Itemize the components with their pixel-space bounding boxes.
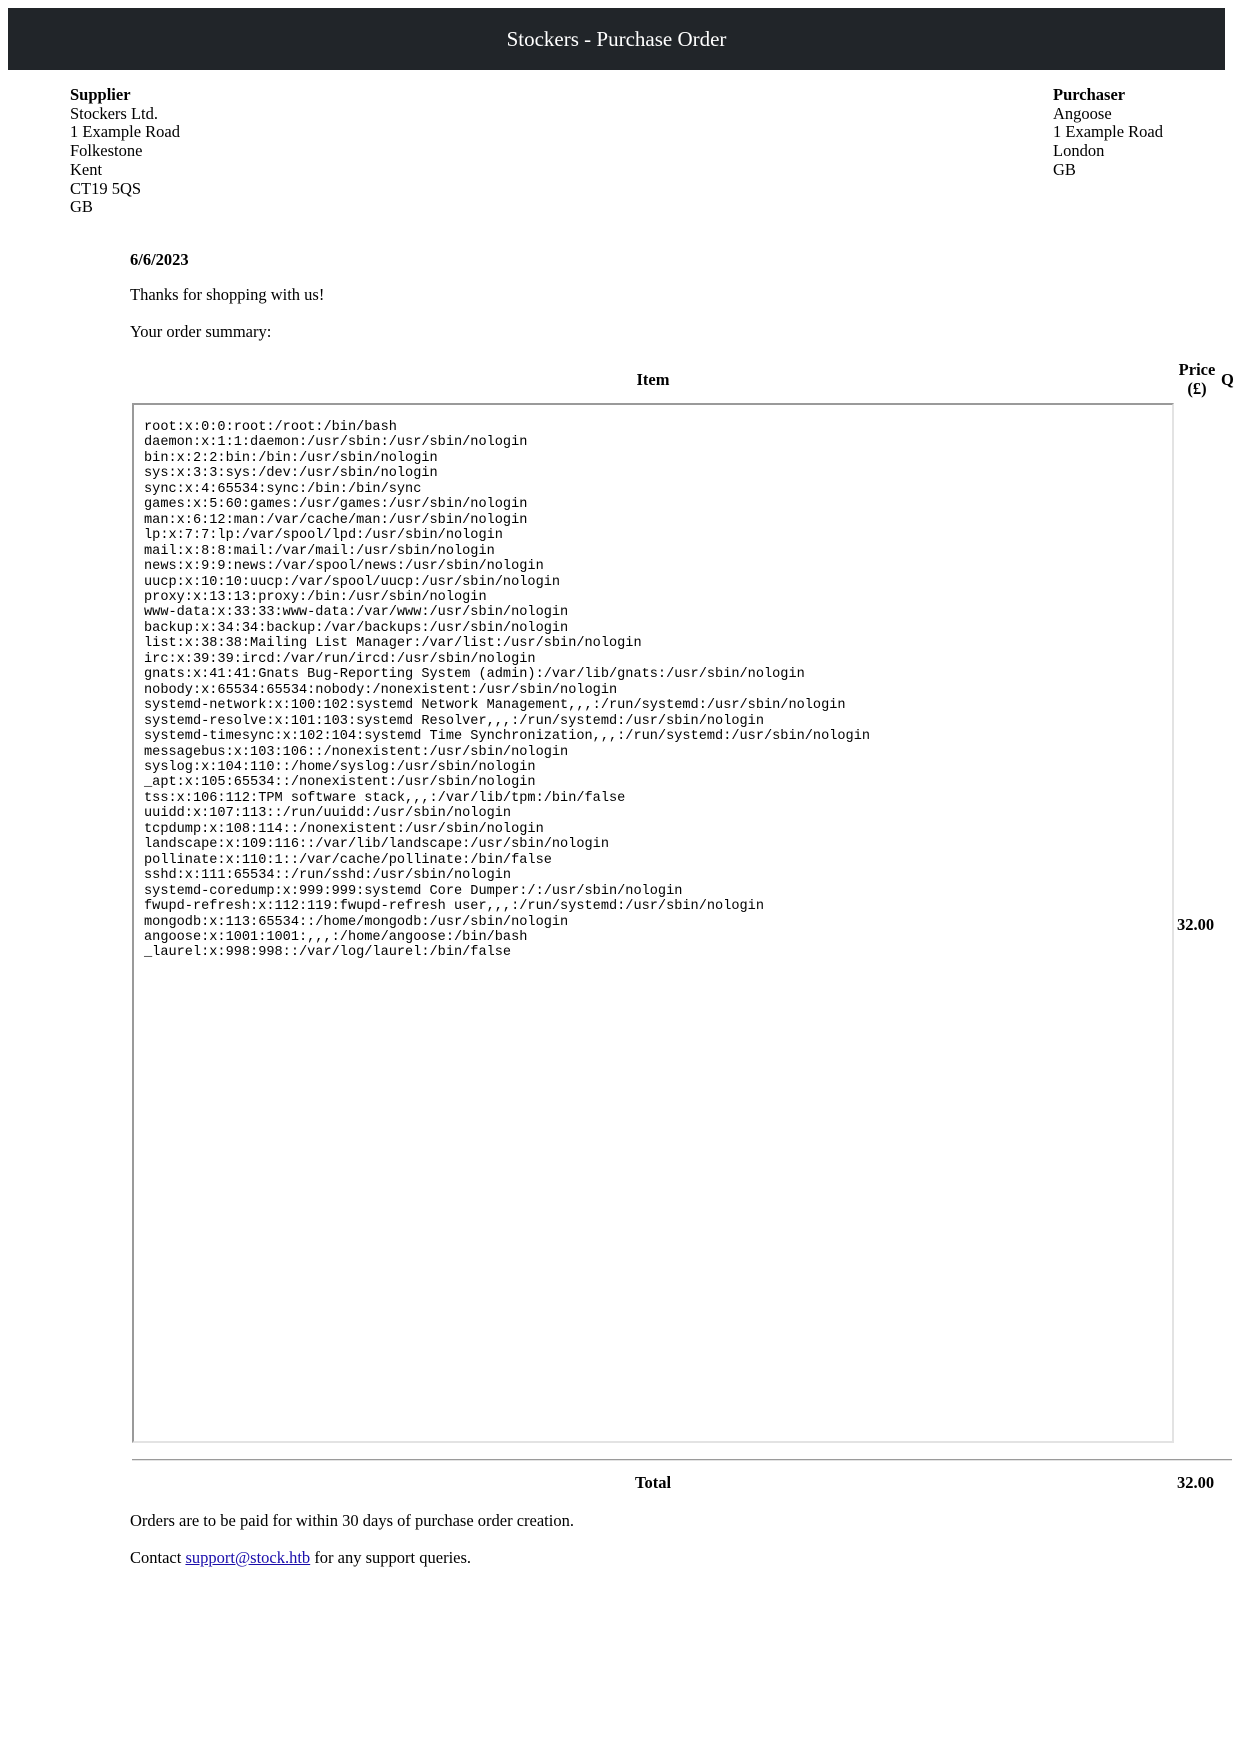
contact-suffix: for any support queries.: [310, 1548, 472, 1567]
item-price: 32.00: [1177, 915, 1215, 934]
supplier-line: 1 Example Road: [70, 122, 180, 142]
purchaser-heading: Purchaser: [1053, 85, 1126, 104]
price-column-header: [1172, 360, 1222, 398]
supplier-heading: Supplier: [70, 85, 131, 104]
support-email-link[interactable]: support@stock.htb: [185, 1548, 311, 1567]
supplier-line: Kent: [70, 159, 103, 179]
quantity-column-header: Q: [1221, 370, 1234, 389]
total-divider: [132, 1459, 1232, 1461]
order-date: 6/6/2023: [130, 250, 189, 269]
contact-line: [130, 1548, 471, 1568]
supplier-address: [70, 86, 180, 217]
item-column-header: Item: [636, 370, 670, 389]
page-header: [8, 8, 1225, 70]
item-embedded-frame[interactable]: [132, 403, 1174, 1443]
purchaser-address: [1053, 86, 1163, 180]
item-file-content: root:x:0:0:root:/root:/bin/bash daemon:x:1:1:daemon:/usr/sbin:/usr/sbin/nologin bin:x:2:2:bin:/bin:/usr/sbin/nologin sys:x:3:3:sys:/dev:/usr/sbin/nologin sync:x:4:65534:sync:/bin:/bin/sync games:x:5:60:games:/usr/games:/usr/sbin/nologin man:x:6:12:man:/var/cache/man:/usr/sbin/nologin lp:x:7:7:lp:/var/spool/lpd:/usr/sbin/nologin mail:x:8:8:mail:/var/mail:/usr/sbin/nologin news:x:9:9:news:/var/spool/news:/usr/sbin/nologin uucp:x:10:10:uucp:/var/spool/uucp:/usr/sbin/nologin proxy:x:13:13:proxy:/bin:/usr/sbin/nologin www-data:x:33:33:www-data:/var/www:/usr/sbin/nologin backup:x:34:34:backup:/var/backups:/usr/sbin/nologin list:x:38:38:Mailing List Manager:/var/list:/usr/sbin/nologin irc:x:39:39:ircd:/var/run/ircd:/usr/sbin/nologin gnats:x:41:41:Gnats Bug-Reporting System (admin):/var/lib/gnats:/usr/sbin/nologin nobody:x:65534:65534:nobody:/nonexistent:/usr/sbin/nologin systemd-network:x:100:102:systemd Network Management,,,:/run/systemd:/usr/sbin/nologin systemd-resolve:x:101:103:systemd Resolver,,,:/run/systemd:/usr/sbin/nologin systemd-timesync:x:102:104:systemd Time Synchronization,,,:/run/systemd:/usr/sbin/nologin messagebus:x:103:106::/nonexistent:/usr/sbin/nologin syslog:x:104:110::/home/syslog:/usr/sbin/nologin _apt:x:105:65534::/nonexistent:/usr/sbin/nologin tss:x:106:112:TPM software stack,,,:/var/lib/tpm:/bin/false uuidd:x:107:113::/run/uuidd:/usr/sbin/nologin tcpdump:x:108:114::/nonexistent:/usr/sbin/nologin landscape:x:109:116::/var/lib/landscape:/usr/sbin/nologin pollinate:x:110:1::/var/cache/pollinate:/bin/false sshd:x:111:65534::/run/sshd:/usr/sbin/nologin systemd-coredump:x:999:999:systemd Core Dumper:/:/usr/sbin/nologin fwupd-refresh:x:112:119:fwupd-refresh user,,,:/run/systemd:/usr/sbin/nologin mongodb:x:113:65534::/home/mongodb:/usr/sbin/nologin angoose:x:1001:1001:,,,:/home/angoose:/bin/bash _laurel:x:998:998::/var/log/laurel:/bin/false: [144, 420, 871, 961]
page-title: Stockers - Purchase Order: [506, 26, 727, 51]
thanks-message: Thanks for shopping with us!: [130, 285, 325, 304]
purchaser-line: Angoose: [1053, 103, 1112, 123]
supplier-line: GB: [70, 197, 93, 217]
supplier-line: Stockers Ltd.: [70, 103, 158, 123]
total-label: Total: [634, 1473, 672, 1492]
price-header-line: Price: [1178, 360, 1216, 379]
total-value: 32.00: [1177, 1473, 1215, 1492]
supplier-line: CT19 5QS: [70, 178, 142, 198]
purchaser-line: GB: [1053, 159, 1076, 179]
supplier-line: Folkestone: [70, 141, 143, 161]
order-summary-label: Your order summary:: [130, 322, 272, 341]
contact-prefix: Contact: [130, 1548, 186, 1567]
price-header-currency: (£): [1187, 379, 1207, 398]
purchaser-line: 1 Example Road: [1053, 122, 1163, 142]
payment-terms: Orders are to be paid for within 30 days of purchase order creation.: [130, 1511, 574, 1530]
purchaser-line: London: [1053, 141, 1105, 161]
